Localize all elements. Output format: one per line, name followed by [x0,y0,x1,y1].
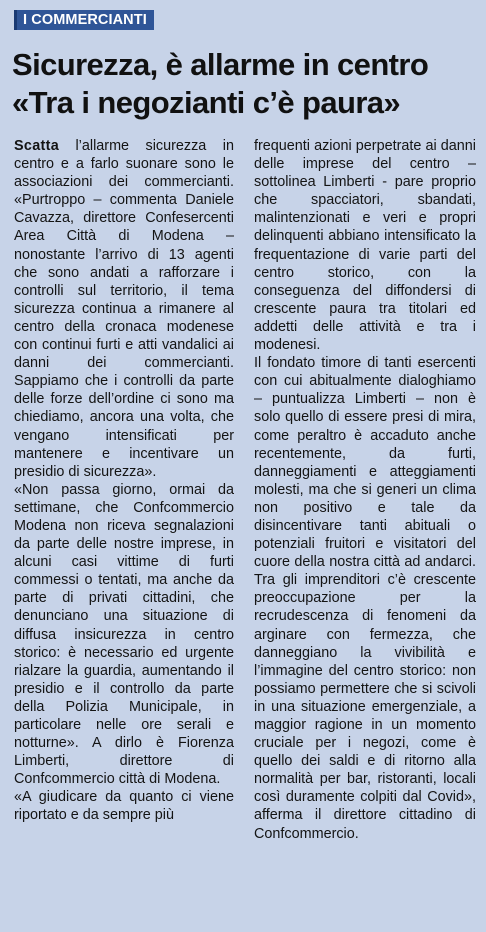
paragraph: frequenti azioni perpetrate ai danni delle imprese del centro – sottolinea Limberti - pare proprio che spacciatori, sbandati, malintenzionati e veri e propri delinquenti abbiano intensificato la frequentazione di varie parti del centro storico, con la conseguenza del diffondersi di crescente paura tra titolari ed addetti delle attività e tra i modenesi. [254,138,476,354]
section-badge: I COMMERCIANTI [14,10,154,30]
column-right [254,137,476,843]
column-left [14,137,234,843]
paragraph-text: l’allarme sicurezza in centro e a farlo suonare sono le associazioni dei commercianti. «Purtroppo – commenta Daniele Cavazza, direttore Confesercenti Area Città di Modena – nonostante l’arrivo di 13 agenti che sono andati a rafforzare i controlli sul territorio, il tema sicurezza continua a rimanere al centro della cronaca modenese con continui furti e atti vandalici ai danni dei commercianti. Sappiamo che i controlli da parte delle forze dell’ordine ci sono ma chiediamo, ancora una volta, che vengano intensificati per mantenere e incentivare un presidio di sicurezza». [14,138,234,480]
headline [12,46,475,122]
headline-line-2: «Tra i negozianti c’è paura» [12,85,401,120]
paragraph [14,137,234,481]
paragraph: «A giudicare da quanto ci viene riportato e da sempre più [14,789,234,824]
paragraph: Il fondato timore di tanti esercenti con cui abitualmente dialoghiamo – puntualizza Limberti – non è solo quello di essere presi di mira, come peraltro è accaduto anche recentemente, da furti, danneggiamenti e atteggiamenti molesti, ma che si generi un clima non positivo e tale da disincentivare tanti abituali o potenziali fruitori e visitatori del cuore della nostra città ad andarci. Tra gli imprenditori c’è crescente preoccupazione per la recrudescenza di fenomeni da arginare con fermezza, che danneggiano la vivibilità e l’immagine del centro storico: non possiamo permettere che si scivoli in una situazione emergenziale, a maggior ragione in un momento cruciale per i negozi, come è quello dei saldi e di ritorno alla normalità per bar, ristoranti, locali così duramente colpiti dal Covid», afferma il direttore cittadino di Confcommercio. [254,355,476,842]
article-body [14,137,476,843]
paragraph: «Non passa giorno, ormai da settimane, che Confcommercio Modena non riceva segnalazioni da parte delle nostre imprese, in alcuni casi vittime di furti commessi o tentati, ma anche da parte di privati cittadini, che denunciano una situazione di diffusa insicurezza in centro storico: è necessario ed urgente rialzare la guardia, aumentando il presidio e il controllo da parte della Polizia Municipale, in particolare nelle ore serali e notturne». A dirlo è Fiorenza Limberti, direttore di Confcommercio città di Modena. [14,481,234,788]
headline-line-1: Sicurezza, è allarme in centro [12,47,429,82]
lead-word: Scatta [14,138,59,154]
